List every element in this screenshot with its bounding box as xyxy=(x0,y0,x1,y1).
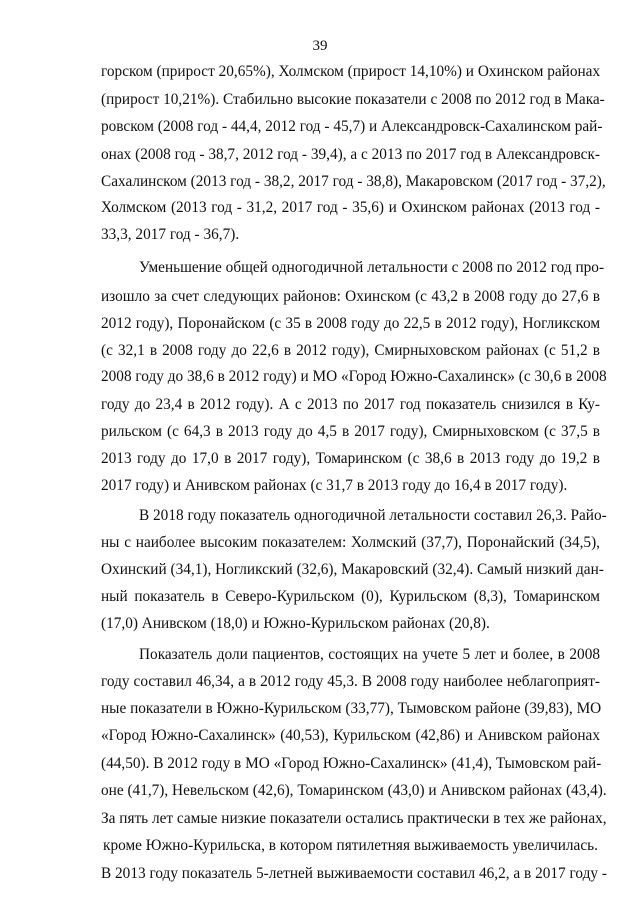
text-line: В 2013 году показатель 5-летней выживаемости составил 46,2, а в 2017 году - xyxy=(101,865,607,882)
text-line: За пять лет самые низкие показатели остались практически в тех же районах, xyxy=(101,810,607,827)
text-line: Сахалинском (2013 год - 38,2, 2017 год - 38,8), Макаровском (2017 год - 37,2), xyxy=(101,173,606,190)
text-line: онах (2008 год - 38,7, 2012 год - 39,4), а с 2013 по 2017 год в Александровск- xyxy=(101,146,600,163)
text-line: (с 32,1 в 2008 году до 22,6 в 2012 году), Смирныховском районах (с 51,2 в xyxy=(101,342,600,359)
text-line: Холмском (2013 год - 31,2, 2017 год - 35,6) и Охинском районах (2013 год - xyxy=(101,199,600,216)
text-line: ровском (2008 год - 44,4, 2012 год - 45,7) и Александровск-Сахалинском рай- xyxy=(101,118,603,135)
text-line: Уменьшение общей одногодичной летальности с 2008 по 2012 год про- xyxy=(139,259,605,276)
text-line: (17,0) Анивском (18,0) и Южно-Курильском районах (20,8). xyxy=(101,615,490,632)
text-line: Охинский (34,1), Ногликский (32,6), Макаровский (32,4). Самый низкий дан- xyxy=(101,561,604,578)
text-line: кроме Южно-Курильска, в котором пятилетняя выживаемость увеличилась. xyxy=(103,837,598,854)
text-line: 2017 году) и Анивском районах (с 31,7 в 2013 году до 16,4 в 2017 году). xyxy=(101,477,568,494)
text-line: оне (41,7), Невельском (42,6), Томаринском (43,0) и Анивском районах (43,4). xyxy=(101,782,607,799)
text-line: (прирост 10,21%). Стабильно высокие показатели с 2008 по 2012 год в Мака- xyxy=(101,91,605,108)
text-line: 2013 году до 17,0 в 2017 году), Томаринском (с 38,6 в 2013 году до 19,2 в xyxy=(101,450,600,467)
text-line: ные показатели в Южно-Курильском (33,77), Тымовском районе (39,83), МО xyxy=(101,700,602,717)
page-number: 39 xyxy=(312,38,328,54)
text-line: году составил 46,34, а в 2012 году 45,3. В 2008 году наиболее неблагоприят- xyxy=(101,673,600,690)
text-line: (44,50). В 2012 году в МО «Город Южно-Сахалинск» (41,4), Тымовском рай- xyxy=(101,755,602,772)
text-line: году до 23,4 в 2012 году). А с 2013 по 2017 год показатель снизился в Ку- xyxy=(101,396,600,413)
text-line: 2008 году до 38,6 в 2012 году) и МО «Город Южно-Сахалинск» (с 30,6 в 2008 xyxy=(101,368,607,385)
text-line: изошло за счет следующих районов: Охинском (с 43,2 в 2008 году до 27,6 в xyxy=(101,288,600,305)
text-line: рильском (с 64,3 в 2013 году до 4,5 в 2017 году), Смирныховском (с 37,5 в xyxy=(101,423,600,440)
text-line: 33,3, 2017 год - 36,7). xyxy=(101,226,240,243)
text-line: «Город Южно-Сахалинск» (40,53), Курильском (42,86) и Анивском районах xyxy=(101,727,600,744)
text-line: ны с наиболее высоким показателем: Холмский (37,7), Поронайский (34,5), xyxy=(101,534,600,551)
text-line: Показатель доли пациентов, состоящих на учете 5 лет и более, в 2008 xyxy=(139,646,600,663)
text-line: 2012 году), Поронайском (с 35 в 2008 году до 22,5 в 2012 году), Ногликском xyxy=(101,315,600,332)
text-line: В 2018 году показатель одногодичной летальности составил 26,3. Райо- xyxy=(139,507,607,524)
text-line: ный показатель в Северо-Курильском (0), Курильском (8,3), Томаринском xyxy=(101,588,600,605)
text-line: горском (прирост 20,65%), Холмском (прирост 14,10%) и Охинском районах xyxy=(101,63,601,80)
